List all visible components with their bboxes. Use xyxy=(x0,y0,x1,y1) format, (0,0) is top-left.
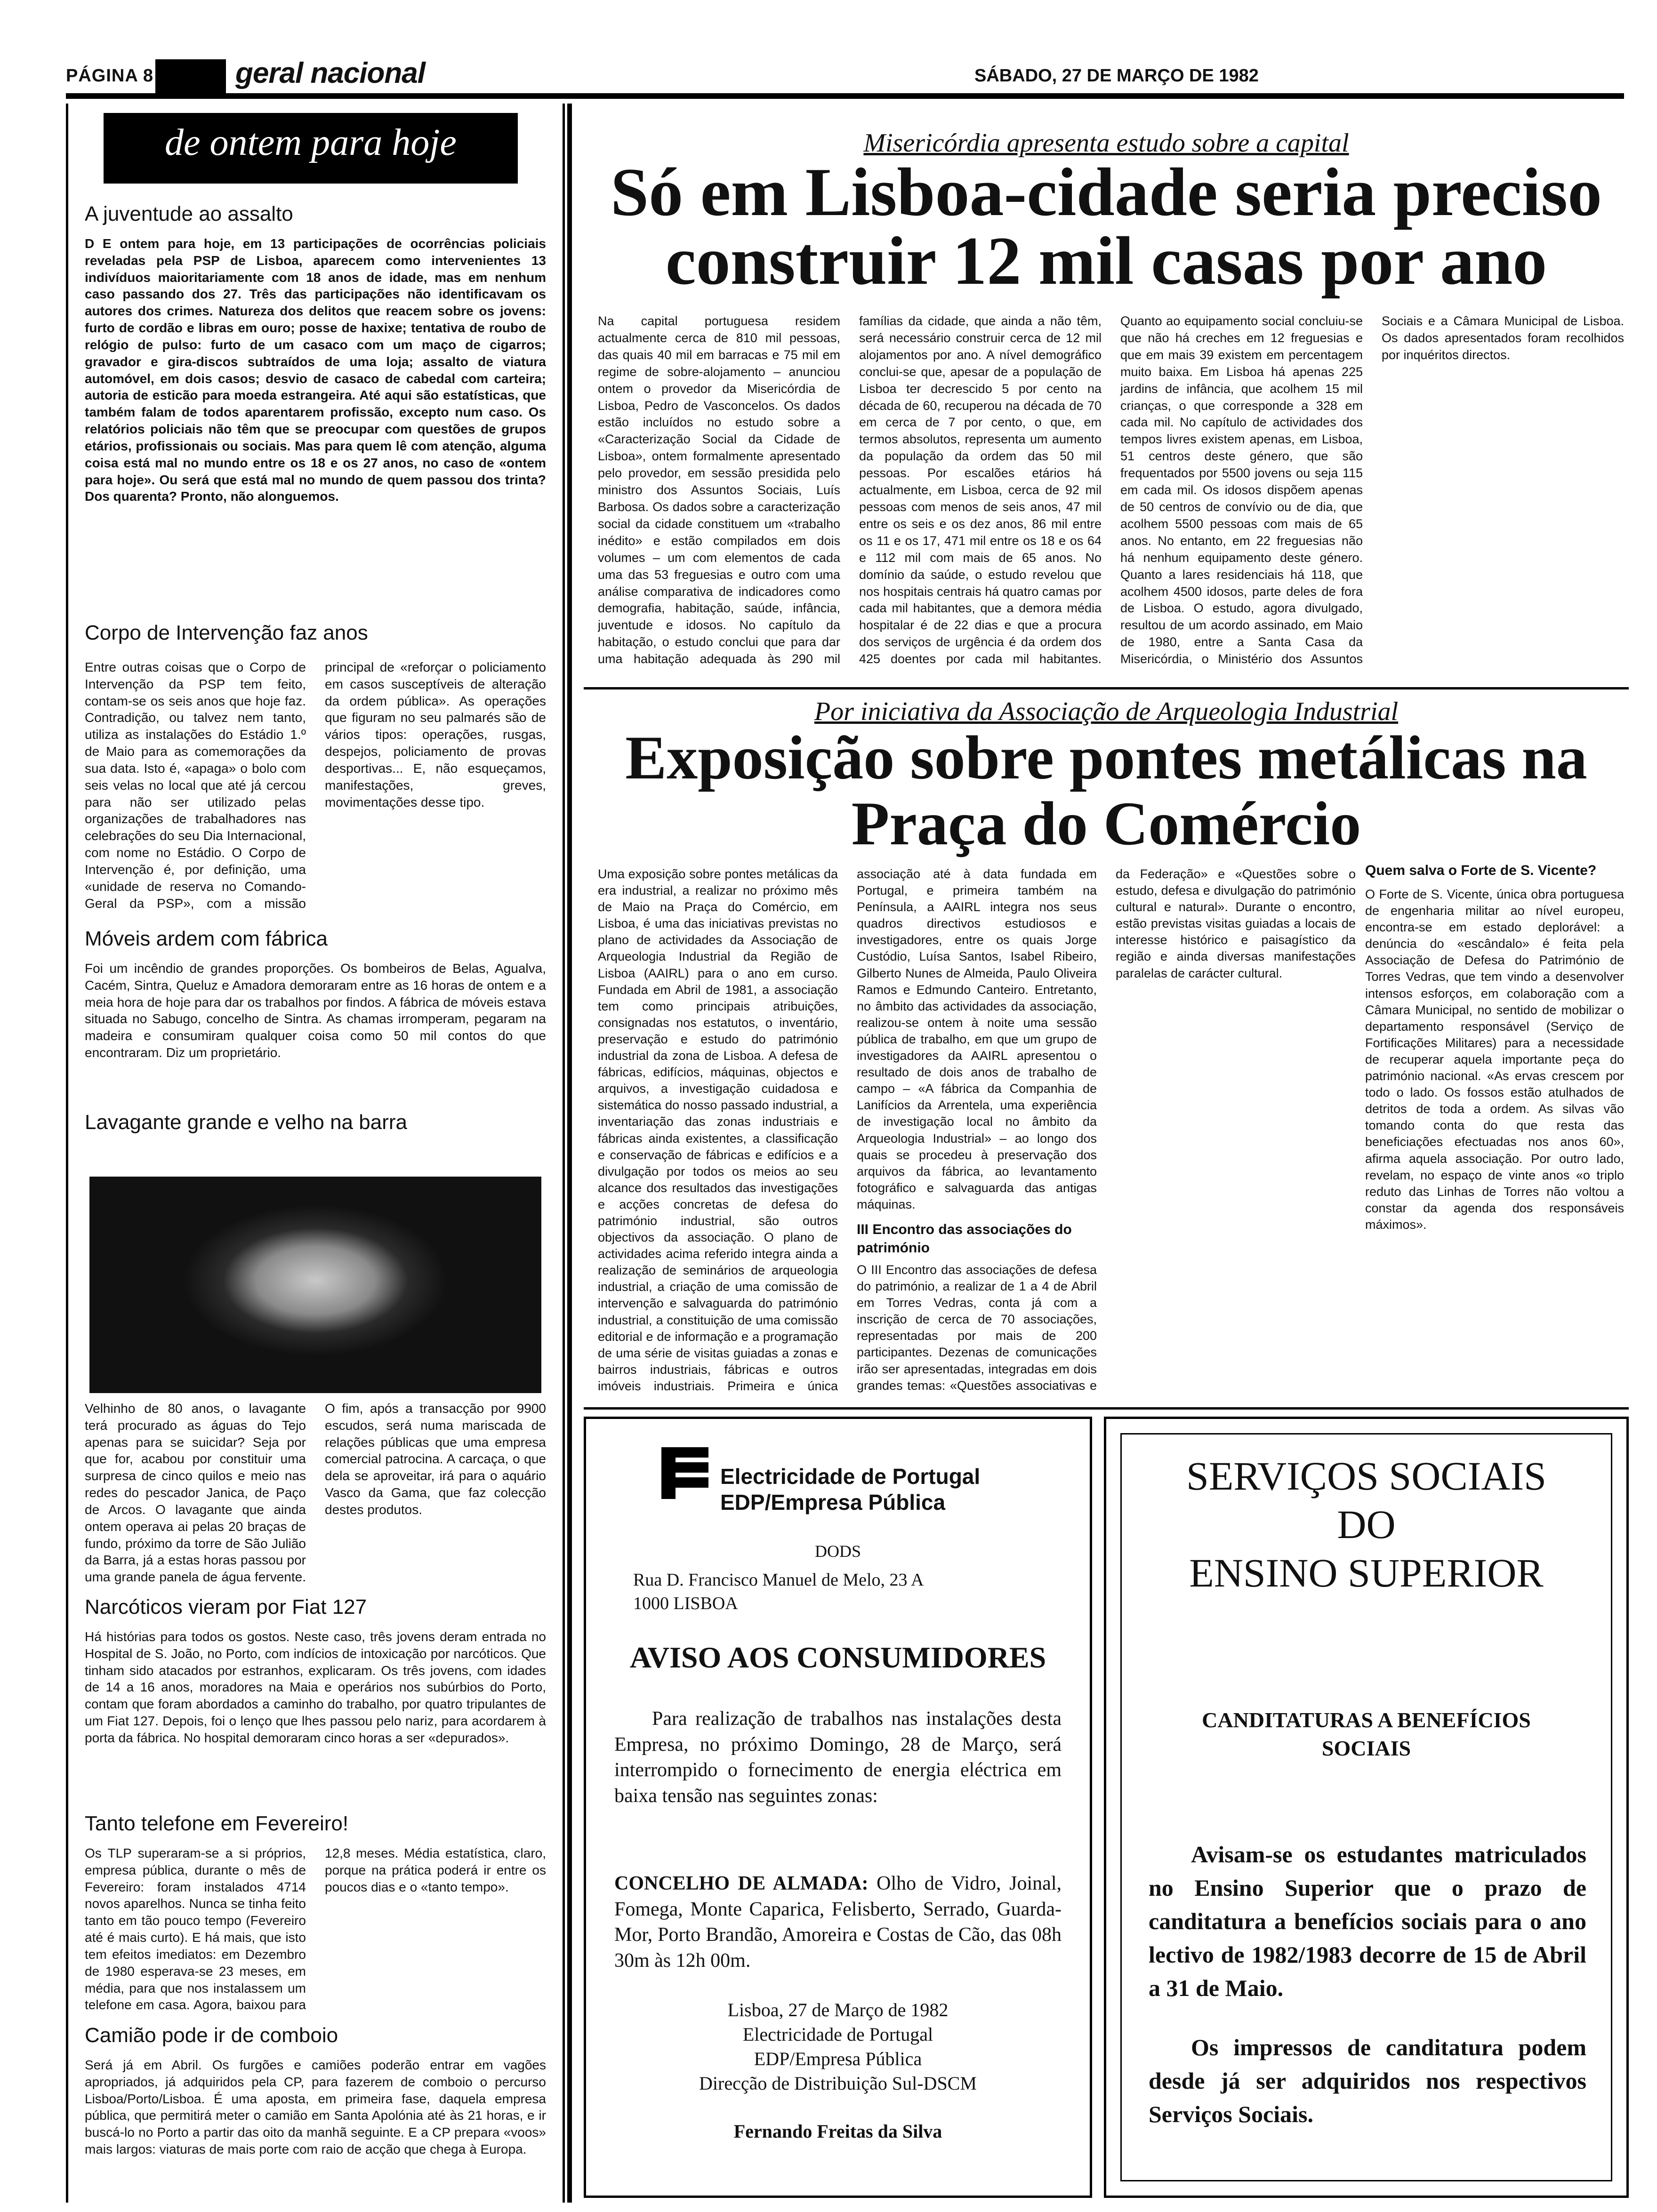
article-text: Velhinho de 80 anos, o lavagante terá procurado as águas do Tejo apenas para se suicidar? Seja por que for, acabou por constituir uma surpresa de cinco quilos e meio nas redes do pescador Janica, de Paço de Arcos. O lavagante que ainda ontem operava ai pelas 20 braças de fundo, próximo da torre de São Julião da Barra, já a estas horas passou por uma grande panela de água fervente. O fim, após a transacção por 9900 escudos, será numa mariscada de relações públicas que uma empresa comercial patrocina. A carcaça, o que dela se aproveitar, irá para o aquário Vasco da Gama, que faz colecção destes produtos. xyxy=(85,1401,546,1585)
ses-title-line: SERVIÇOS SOCIAIS xyxy=(1186,1453,1546,1499)
ses-title-line: ENSINO SUPERIOR xyxy=(1189,1550,1544,1596)
article-headline: Exposição sobre pontes metálicas na Praça do Comércio xyxy=(625,723,1587,858)
edp-dept: DODS xyxy=(814,1542,861,1561)
column-banner-title: de ontem para hoje xyxy=(165,122,457,163)
edp-notice-title: AVISO AOS CONSUMIDORES xyxy=(629,1641,1046,1674)
article-subheading: III Encontro das associações do património xyxy=(857,1221,1072,1256)
article-text: D E ontem para hoje, em 13 participações de ocorrências policiais reveladas pela PSP de Lisboa, aparecem como intervenientes 13 indivíduos maioritariamente com 18 anos de idade, mas em nenhum caso passando dos 27. Três das participações não identificavam os autores dos crimes. Natureza dos delitos que reacem sobre os jovens: furto de cordão e libras em ouro; posse de haxixe; tentativa de roubo de relógio de pulso: furto de um casaco com um maço de cigarros; gravador e gira-discos subtraídos de uma loja; assalto de viatura automóvel, em dois casos; desvio de casaco de cabedal com carteira; autoria de esticão para moeda estrangeira. Até aqui são estatísticas, que também falam de todos aparentarem profissão, excepto num caso. Os relatórios policiais não têm que se preocupar com questões de grupos etários, profissionais ou sociais. Mas para quem lê com atenção, alguma coisa está mal no mundo entre os 18 e os 27 anos, no caso de «ontem para hoje». Ou será que está mal no mundo de quem passou dos trinta? Dos quarenta? Pronto, não alonguemos. xyxy=(85,236,546,504)
sidebar-text: O Forte de S. Vicente, única obra portuguesa de engenharia militar ao nível europeu, encontra-se em estado deplorável: a denúncia do «escândalo» é feita pela Associação de Defesa do Património de Torres Vedras, que tem vindo a desenvolver intensos esforços, em colaboração com a Câmara Municipal, no sentido de mobilizar o departamento responsável (Serviço de Fortificações Militares) para a necessidade de recuperar aquela importante peça do património nacional. «As ervas crescem por todo o lado. Os fossos estão atulhados de detritos de toda a ordem. As silvas vão tomando conta do que resta das beneficiações efectuadas nos anos 60», afirma aquela associação. Por outro lado, revelam, no espaço de vinte anos «o triplo reduto das Linhas de Torres não voltou a constar da agenda dos responsáveis máximos». xyxy=(1365,887,1624,1232)
edp-signer: Fernando Freitas da Silva xyxy=(733,2121,942,2142)
edp-brand-name: Electricidade de Portugal xyxy=(720,1464,981,1489)
lobster-photo xyxy=(89,1177,541,1393)
edp-address-line: 1000 LISBOA xyxy=(633,1594,738,1613)
sidebar-article xyxy=(1365,861,1624,1403)
article-text: Os TLP superaram-se a si próprios, empresa pública, durante o mês de Fevereiro: foram instalados 4714 novos aparelhos. Nunca se tinha feito tanto em tão pouco tempo (Fevereiro até é mais curto). E há mais, que isto tem efeitos imediatos: em Dezembro de 1980 esperava-se 23 meses, em média, para que nos instalassem um telefone em casa. Agora, baixou para 12,8 meses. Média estatística, claro, porque na prática poderá ir entre os poucos dias e o «tanto tempo». xyxy=(85,1846,546,2012)
article-title: Lavagante grande e velho na barra xyxy=(85,1111,407,1134)
edp-sign-line: Lisboa, 27 de Março de 1982 xyxy=(727,1999,949,2020)
ses-title-line: DO xyxy=(1337,1502,1396,1547)
edp-address-line: Rua D. Francisco Manuel de Melo, 23 A xyxy=(633,1570,924,1590)
ses-text: Avisam-se os estudantes matriculados no Ensino Superior que o prazo de canditatura a benefícios sociais para o ano lectivo de 1982/1983 decorre de 15 de Abril a 31 de Maio. xyxy=(1149,1841,1586,2001)
article-body-text: O III Encontro das associações de defesa do património, a realizar de 1 a 4 de Abril em Torres Vedras, conta já com a inscrição de cerca de 70 associações, representadas por mais de 200 participantes. Dezenas de comunicações irão ser apresentadas, integradas em dois grandes temas: «Questões associativas e da Federação» e «Questões sobre o estudo, defesa e divulgação do património cultural e natural». Durante o encontro, estão previstas visitas guiadas a locais de interesse histórico e paisagístico da região e ainda diversas manifestações paralelas de carácter cultural. xyxy=(857,867,1356,1393)
edp-brand-sub: EDP/Empresa Pública xyxy=(720,1490,946,1515)
section-title: geral nacional xyxy=(235,57,425,89)
edp-signature-block xyxy=(586,1998,1090,2144)
ses-subtitle-line: CANDITATURAS A BENEFÍCIOS xyxy=(1202,1708,1531,1732)
article-title: Móveis ardem com fábrica xyxy=(85,927,328,950)
edp-zone-block xyxy=(614,1871,1062,1973)
ses-advertisement xyxy=(1104,1417,1629,2198)
article-title: Narcóticos vieram por Fiat 127 xyxy=(85,1595,367,1619)
ses-text: Os impressos de canditatura podem desde já ser adquiridos nos respectivos Serviços Sociais. xyxy=(1149,2034,1586,2127)
edp-advertisement xyxy=(584,1417,1092,2198)
sidebar-title: Quem salva o Forte de S. Vicente? xyxy=(1365,863,1597,878)
article-kicker: Por iniciativa da Associação de Arqueologia Industrial xyxy=(814,697,1399,726)
edp-zone-text: Olho de Vidro, Joinal, Fomega, Monte Caparica, Felisberto, Serrado, Guarda-Mor, Porto Brandão, Amoreira e Costas de Cão, das 08h 30m às 12h 00m. xyxy=(614,1873,1062,1972)
issue-date: SÁBADO, 27 DE MARÇO DE 1982 xyxy=(974,66,1259,86)
article-title: Tanto telefone em Fevereiro! xyxy=(85,1812,349,1835)
ses-subtitle xyxy=(1106,1706,1626,1763)
ses-title xyxy=(1106,1452,1626,1598)
article-text: Entre outras coisas que o Corpo de Intervenção da PSP tem feito, contam-se os seis anos que hoje faz. Contradição, ou talvez nem tanto, utiliza as instalações do Estádio 1.º de Maio para as comemorações da sua data. Isto é, «apaga» o bolo com seis velas no local que até já cercou para não ser utilizado pelas organizações de trabalhadores nas celebrações do seu Dia Internacional, com nome no Estádio. O Corpo de Intervenção é, por definição, uma «unidade de reserva no Comando-Geral da PSP», com a missão principal de «reforçar o policiamento em casos susceptíveis de alteração da ordem pública». As operações que figuram no seu palmarés são de vários tipos: operações, rusgas, despejos, policiamento de provas desportivas... E, não esqueçamos, manifestações, greves, movimentações desse tipo. xyxy=(85,660,546,911)
article-headline: Só em Lisboa-cidade seria preciso construir 12 mil casas por ano xyxy=(610,154,1602,299)
column-divider xyxy=(567,104,572,2203)
article-body: Na capital portuguesa residem actualmente cerca de 810 mil pessoas, das quais 40 mil em barracas e 75 mil em regime de sobre-alojamento – anunciou ontem o provedor da Misericórdia de Lisboa, Pedro de Vasconcelos. Os dados estão incluídos no estudo sobre a «Caracterização Social da Cidade de Lisboa», ontem formalmente apresentado pelo provedor, em sessão presidida pelo ministro dos Assuntos Sociais, Luís Barbosa. Os dados sobre a caracterização social da cidade constituem um «trabalho inédito» e estão compilados em dois volumes – um com elementos de cada uma das 53 freguesias e outro com uma análise comparativa de indicadores como demografia, habitação, saúde, infância, juventude e idosos. No capítulo da habitação, o estudo conclui que para dar uma habitação adequada às 290 mil famílias da cidade, que ainda a não têm, será necessário construir cerca de 12 mil alojamentos por ano. A nível demográfico conclui-se que, apesar de a população de Lisboa ter decrescido 5 por cento na década de 60, recuperou na década de 70 em cerca de 7 por cento, o que, em termos absolutos, representa um aumento da população da ordem das 50 mil pessoas. Por escalões etários há actualmente, em Lisboa, cerca de 92 mil pessoas com menos de seis anos, 47 mil entre os seis e os dez anos, 86 mil entre os 11 e os 17, 471 mil entre os 18 e os 64 e 112 mil com mais de 65 anos. No domínio da saúde, o estudo revelou que nos hospitais centrais há quatro camas por cada mil habitantes, que a demora média hospitalar é de 22 dias e que a procura dos serviços de urgência é da ordem dos 425 doentes por cada mil habitantes. Quanto ao equipamento social concluiu-se que não há creches em 12 freguesias e que em mais 39 existem em percentagem muito baixa. Em Lisboa há apenas 225 jardins de infância, que acolhem 15 mil crianças, o que corresponde a 328 em cada mil. No capítulo de actividades dos tempos livres existem apenas, em Lisboa, 51 centros deste género, que são frequentados por 5500 jovens ou seja 115 em cada mil. Os idosos dispõem apenas de 50 centros de convívio ou de dia, que acolhem 5500 pessoas com mais de 65 anos. No entanto, em 22 freguesias não há nenhum equipamento deste género. Quanto a lares residenciais há 118, que acolhem 4500 idosos, parte deles de fora de Lisboa. O estudo, agora divulgado, resultou de um acordo assinado, em Maio de 1980, entre a Santa Casa da Misericórdia, o Ministério dos Assuntos Sociais e a Câmara Municipal de Lisboa. Os dados apresentados foram recolhidos por inquéritos directos. xyxy=(598,314,1624,666)
article-kicker: Misericórdia apresenta estudo sobre a capital xyxy=(863,128,1349,158)
article-title: Camião pode ir de comboio xyxy=(85,2024,338,2047)
article-text: Há histórias para todos os gostos. Neste caso, três jovens deram entrada no Hospital de S. João, no Porto, com indícios de intoxicação por narcóticos. Que tinham sido atacados por estranhos, explicaram. Os três jovens, com idades de 14 a 16 anos, moradores na Maia e operários nos subúrbios do Porto, contam que foram abordados a caminho do trabalho, por quatro tripulantes de um Fiat 127. Depois, foi o lenço que lhes passou pelo nariz, para acordarem à porta da fábrica. No hospital demoraram cinco horas a ser «depurados». xyxy=(85,1629,546,1745)
edp-logo-icon xyxy=(657,1443,713,1504)
article-body xyxy=(598,866,1356,1403)
edp-notice-text: Para realização de trabalhos nas instalações desta Empresa, no próximo Domingo, 28 de Março, será interrompido o fornecimento de energia eléctrica em baixa tensão nas seguintes zonas: xyxy=(614,1708,1062,1807)
edp-zone-label: CONCELHO DE ALMADA: xyxy=(614,1873,869,1894)
article-text: Será já em Abril. Os furgões e camiões poderão entrar em vagões apropriados, já adquiridos pela CP, para fazerem de comboio o percurso Lisboa/Porto/Lisboa. É uma aposta, em primeira fase, daquela empresa pública, que permitirá meter o camião em Santa Apolónia até às 21 horas, e ir buscá-lo no Porto a partir das oito da manhã seguinte. E a CP prepara «voos» mais largos: viaturas de mais porte com raio de acção que chega à Europa. xyxy=(85,2058,546,2157)
page-number: PÁGINA 8 xyxy=(66,66,154,86)
article-title: Corpo de Intervenção faz anos xyxy=(85,621,368,644)
edp-sign-line: Direcção de Distribuição Sul-DSCM xyxy=(699,2073,977,2094)
article-title: A juventude ao assalto xyxy=(85,202,293,225)
edp-sign-line: Electricidade de Portugal xyxy=(742,2024,933,2045)
section-rule xyxy=(584,687,1629,689)
article-text: Foi um incêndio de grandes proporções. Os bombeiros de Belas, Agualva, Cacém, Sintra, Queluz e Amadora demoraram entre as 16 horas de ontem e a meia hora de hoje para dar os trabalhos por findos. A fábrica de móveis estava situada no Sabugo, concelho de Sintra. As chamas irromperam, pegaram na madeira e consumiram qualquer coisa como 50 mil contos do que encontraram. Diz um proprietário. xyxy=(85,961,546,1060)
edp-sign-line: EDP/Empresa Pública xyxy=(754,2048,922,2069)
header-rule xyxy=(66,93,1624,99)
ses-subtitle-line: SOCIAIS xyxy=(1321,1736,1411,1760)
article-body-text: Uma exposição sobre pontes metálicas da era industrial, a realizar no próximo mês de Maio na Praça do Comércio, em Lisboa, é uma das iniciativas previstas no plano de actividades da Associação de Arqueologia Industrial da Região de Lisboa (AAIRL) para o ano em curso. Fundada em Abril de 1981, a associação tem como principais atribuições, consignadas nos estatutos, o inventário, preservação e estudo do património industrial da zona de Lisboa. A defesa de fábricas, edifícios, máquinas, objectos e arquivos, a investigação cuidadosa e sistemática do nosso passado industrial, a inventariação das zonas industriais e fábricas ainda existentes, a classificação e conservação de fábricas e edifícios e a divulgação por todos os meios ao seu alcance dos resultados das investigações e acções concretas de defesa do património industrial, são outros objectivos da associação. O plano de actividades acima referido integra ainda a realização de seminários de arqueologia industrial, a criação de uma comissão de intervenção e salvaguarda do património industrial, a constituição de uma comissão editorial e de informação e a programação de uma série de visitas guiadas a zonas e bairros industriais, fábricas e outros imóveis industriais. Primeira e única associação até à data fundada em Portugal, e primeira também na Península, a AAIRL integra nos seus quadros directivos estudiosos e investigadores, entre os quais Jorge Custódio, Luísa Santos, Isabel Ribeiro, Gilberto Nunes de Almeida, Paulo Oliveira Ramos e Edmundo Canteiro. Entretanto, no âmbito das actividades da associação, realizou-se ontem à noite uma sessão pública de trabalho, em que um grupo de investigadores da AAIRL apresentou o resultado de dois anos de trabalho de campo – «A fábrica da Companhia de Lanifícios da Arrentela, uma experiência de investigação local no âmbito da Arqueologia Industrial» – ao longo dos quais se procedeu à preservação dos arquivos da fábrica, ao levantamento fotográfico e salvaguarda das antigas máquinas. xyxy=(598,867,1097,1393)
section-rule xyxy=(584,1407,1629,1410)
